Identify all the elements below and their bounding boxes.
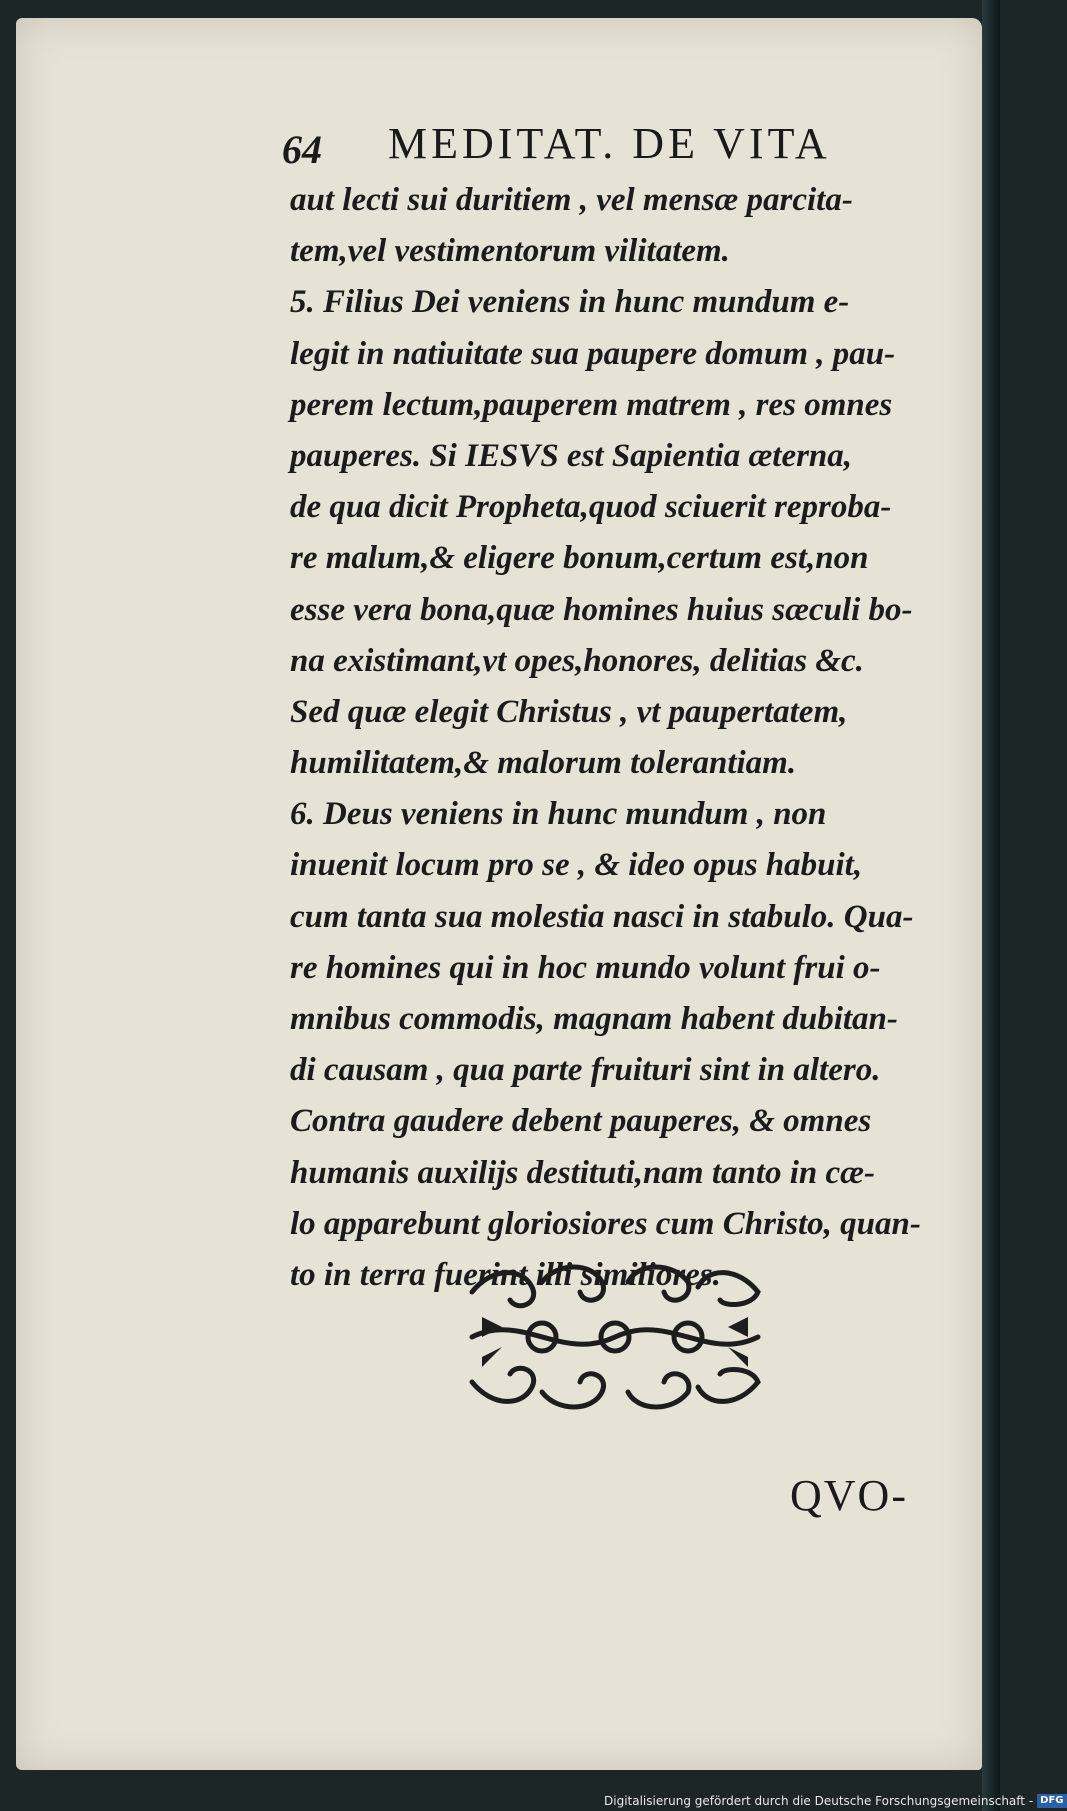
text-line: 5. Filius Dei veniens in hunc mundum e-: [290, 284, 850, 321]
catchword: QVO-: [790, 1471, 908, 1520]
text-line: mnibus commodis, magnam habent dubitan-: [290, 1001, 898, 1037]
text-line: re homines qui in hoc mundo volunt frui o-: [290, 949, 881, 986]
digitization-credit: [604, 1793, 1067, 1809]
text-line: cum tanta sua molestia nasci in stabulo. Qua-: [290, 898, 914, 935]
text-line: di causam , qua parte fruituri sint in altero.: [290, 1052, 881, 1089]
text-line: tem,vel vestimentorum vilitatem.: [290, 233, 730, 270]
book-spine-edge: [982, 0, 1000, 1811]
text-line: Sed quæ elegit Christus , vt paupertatem,: [290, 693, 848, 730]
text-line: pauperes. Si IESVS est Sapientia æterna,: [290, 437, 853, 474]
text-line: de qua dicit Propheta,quod sciuerit reproba-: [290, 489, 892, 526]
dfg-logo: DFG: [1037, 1794, 1066, 1808]
text-line: 6. Deus veniens in hunc mundum , non: [290, 796, 827, 833]
text-line: inuenit locum pro se , & ideo opus habuit,: [290, 847, 863, 884]
text-line: humanis auxilijs destituti,nam tanto in cæ-: [290, 1154, 875, 1191]
body-text: [290, 175, 950, 1301]
page-header: [282, 118, 902, 178]
fleuron-ornament-icon: [462, 1262, 768, 1412]
text-line: to in terra fuerint illi similiores.: [290, 1256, 721, 1293]
running-head: MEDITAT. DE VITA: [388, 119, 831, 168]
text-line: legit in natiuitate sua paupere domum , pau-: [290, 335, 896, 372]
text-line: lo apparebunt gloriosiores cum Christo, quan-: [290, 1205, 921, 1242]
text-line: esse vera bona,quæ homines huius sæculi bo-: [290, 591, 913, 628]
text-line: na existimant,vt opes,honores, delitias &c.: [290, 642, 864, 679]
text-line: humilitatem,& malorum tolerantiam.: [290, 745, 797, 782]
text-line: aut lecti sui duritiem , vel mensæ parcita-: [290, 182, 853, 218]
page-number: 64: [282, 127, 322, 172]
text-line: re malum,& eligere bonum,certum est,non: [290, 540, 869, 577]
text-line: Contra gaudere debent pauperes, & omnes: [290, 1103, 872, 1140]
credit-text: Digitalisierung gefördert durch die Deutsche Forschungsgemeinschaft -: [604, 1794, 1034, 1808]
text-line: perem lectum,pauperem matrem , res omnes: [290, 386, 893, 423]
